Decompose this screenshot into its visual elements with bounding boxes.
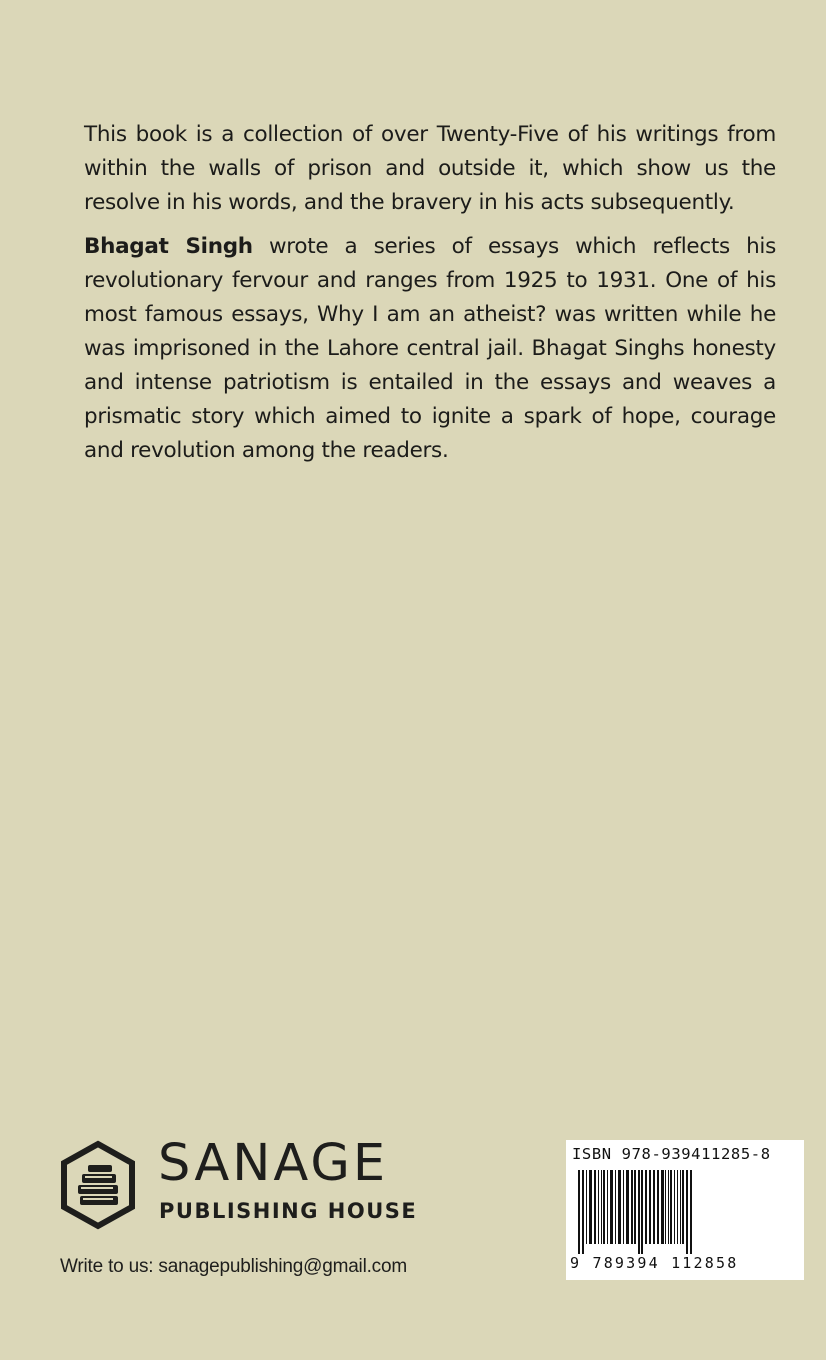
barcode-bar [690, 1170, 692, 1254]
barcode-bar [634, 1170, 636, 1244]
barcode-bar [626, 1170, 629, 1244]
barcode-bar [615, 1170, 616, 1244]
barcode-bar [653, 1170, 655, 1244]
barcode-bar [682, 1170, 684, 1244]
blurb-paragraph-1: This book is a collection of over Twenty-Five of his writings from within the walls of prison and outside it, which show us the resolve in his words, and the bravery in his acts subsequently. [84, 122, 776, 215]
isbn-label: ISBN 978-939411285-8 [572, 1145, 771, 1163]
barcode-bar [665, 1170, 666, 1244]
barcode-bar [649, 1170, 651, 1244]
barcode-bars [578, 1170, 792, 1254]
barcode-bar [610, 1170, 613, 1244]
barcode-bar [674, 1170, 675, 1244]
isbn-barcode [566, 1140, 804, 1280]
barcode-bar [589, 1170, 592, 1244]
barcode-bar [638, 1170, 640, 1254]
books-hexagon-icon [58, 1140, 138, 1230]
barcode-bar [657, 1170, 659, 1244]
barcode-bar [686, 1170, 688, 1254]
barcode-bar [603, 1170, 605, 1244]
barcode-bar [641, 1170, 643, 1254]
author-name: Bhagat Singh [84, 234, 253, 259]
barcode-bar [618, 1170, 621, 1244]
barcode-bar [586, 1170, 587, 1244]
barcode-bar [582, 1170, 584, 1254]
barcode-bar [601, 1170, 602, 1244]
barcode-digits: 9 789394 112858 [570, 1254, 739, 1272]
barcode-bar [578, 1170, 580, 1254]
barcode-bar [607, 1170, 608, 1244]
blurb-paragraph-2-text: wrote a series of essays which reflects his revolutionary fervour and ranges from 1925 to 1931. One of his most famous essays, Why I am an atheist? was written while he was imprisoned in the Lahore central jail. Bhagat Singhs honesty and intense patriotism is entailed in the essays and weaves a prismatic story which aimed to ignite a spark of hope, courage and revolution among the readers. [84, 234, 776, 463]
publisher-subtitle: PUBLISHING HOUSE [159, 1199, 418, 1223]
barcode-bar [668, 1170, 669, 1244]
barcode-bar [661, 1170, 664, 1244]
publisher-name: SANAGE [158, 1134, 389, 1193]
barcode-bar [623, 1170, 624, 1244]
barcode-bar [631, 1170, 633, 1244]
barcode-bar [677, 1170, 678, 1244]
barcode-bar [594, 1170, 596, 1244]
blurb-paragraph-2 [84, 230, 776, 468]
contact-line: Write to us: sanagepublishing@gmail.com [60, 1256, 407, 1277]
barcode-bar [598, 1170, 599, 1244]
barcode-bar [645, 1170, 647, 1244]
back-cover-blurb [84, 118, 776, 478]
barcode-bar [670, 1170, 672, 1244]
barcode-bar [680, 1170, 681, 1244]
